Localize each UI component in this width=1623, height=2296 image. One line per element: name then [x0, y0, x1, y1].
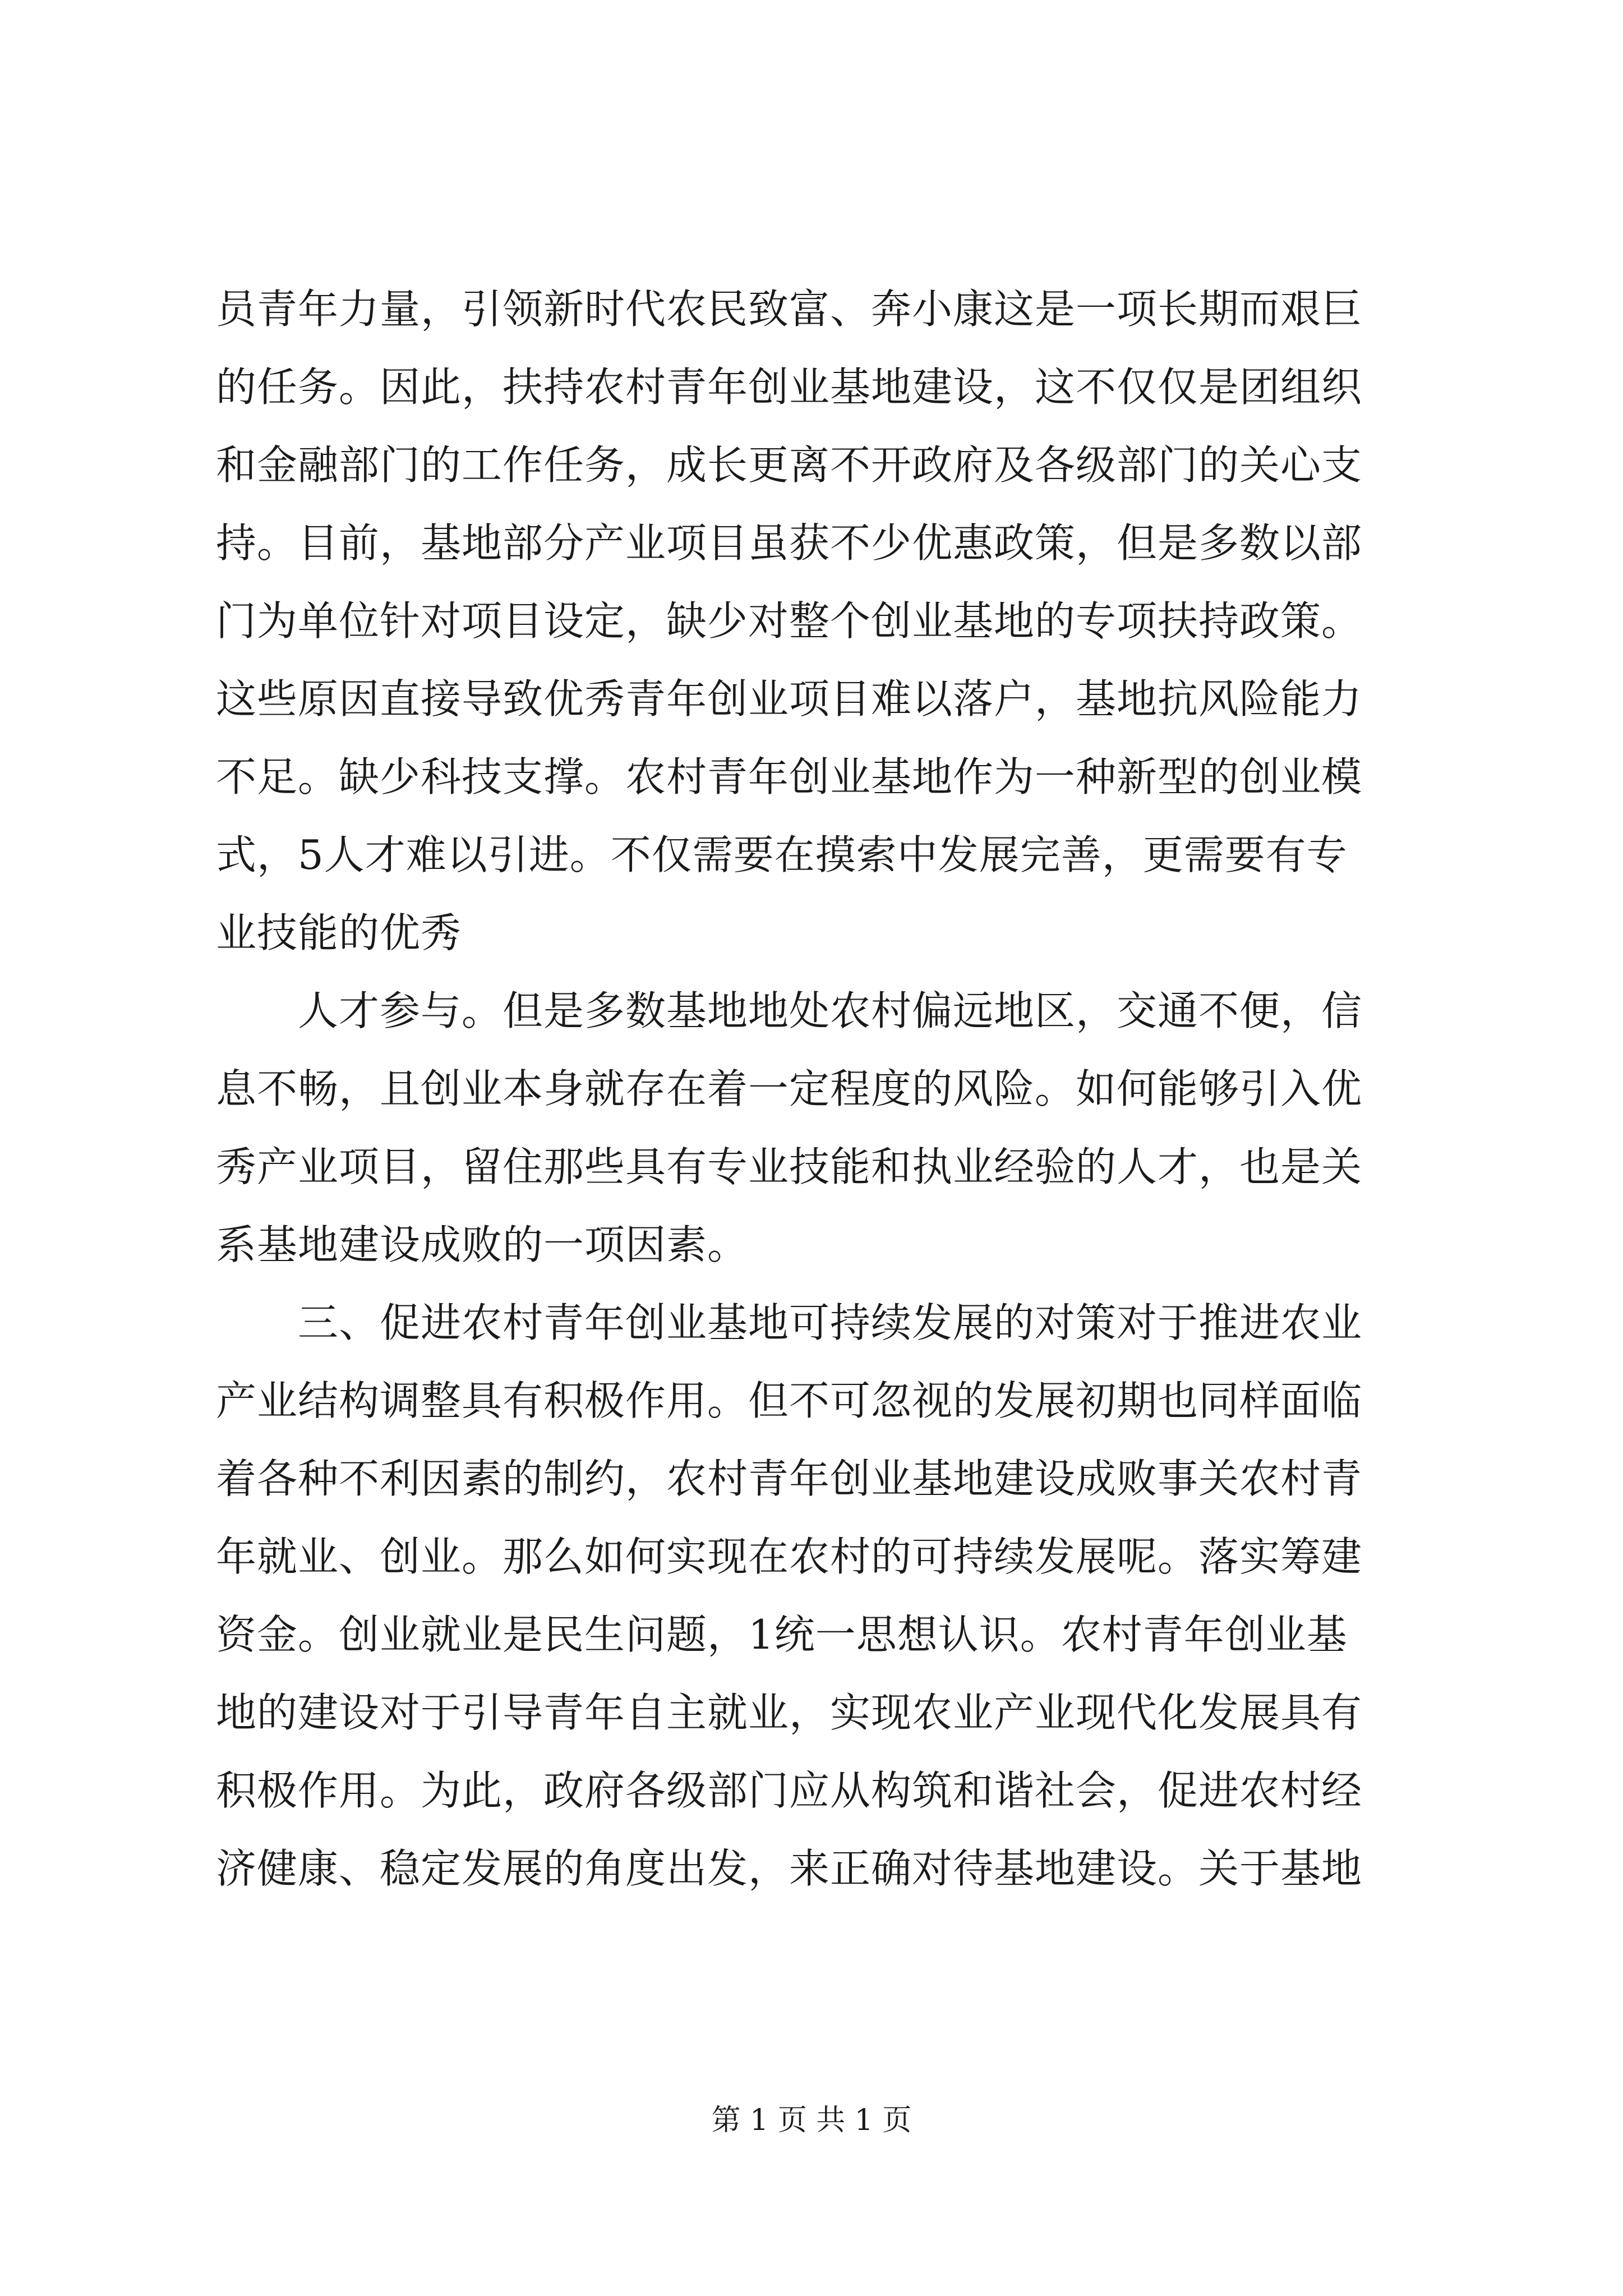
text-line: 人才参与。但是多数基地地处农村偏远地区，交通不便，信 [216, 987, 1363, 1034]
text-line: 这些原因直接导致优秀青年创业项目难以落户，基地抗风险能力 [216, 675, 1363, 723]
text-line: 年就业、创业。那么如何实现在农村的可持续发展呢。落实筹建 [216, 1533, 1363, 1580]
text-line: 的任务。因此，扶持农村青年创业基地建设，这不仅仅是团组织 [216, 364, 1363, 411]
text-line: 和金融部门的工作任务，成长更离不开政府及各级部门的关心支 [216, 441, 1363, 489]
text-line: 地的建设对于引导青年自主就业，实现农业产业现代化发展具有 [216, 1689, 1363, 1736]
text-line: 息不畅，且创业本身就存在着一定程度的风险。如何能够引入优 [216, 1065, 1363, 1112]
text-line: 秀产业项目，留住那些具有专业技能和执业经验的人才，也是关 [216, 1143, 1363, 1190]
text-line: 积极作用。为此，政府各级部门应从构筑和谐社会，促进农村经 [216, 1767, 1363, 1814]
text-line: 持。目前，基地部分产业项目虽获不少优惠政策，但是多数以部 [216, 519, 1363, 567]
text-line: 业技能的优秀 [216, 909, 462, 956]
text-line: 产业结构调整具有积极作用。但不可忽视的发展初期也同样面临 [216, 1377, 1363, 1424]
text-line: 着各种不利因素的制约，农村青年创业基地建设成败事关农村青 [216, 1455, 1363, 1502]
page-footer: 第 1 页 共 1 页 [711, 2104, 912, 2137]
text-line: 门为单位针对项目设定，缺少对整个创业基地的专项扶持政策。 [216, 597, 1363, 645]
text-line: 式，5人才难以引进。不仅需要在摸索中发展完善，更需要有专 [216, 831, 1348, 878]
body-text [216, 270, 1427, 1908]
text-line: 系基地建设成败的一项因素。 [216, 1221, 749, 1268]
text-line: 三、促进农村青年创业基地可持续发展的对策对于推进农业 [216, 1299, 1363, 1346]
text-line: 员青年力量，引领新时代农民致富、奔小康这是一项长期而艰巨 [216, 286, 1363, 333]
text-line: 资金。创业就业是民生问题，1统一思想认识。农村青年创业基 [216, 1611, 1348, 1658]
text-line: 不足。缺少科技支撑。农村青年创业基地作为一种新型的创业模 [216, 753, 1363, 800]
text-line: 济健康、稳定发展的角度出发，来正确对待基地建设。关于基地 [216, 1845, 1363, 1892]
